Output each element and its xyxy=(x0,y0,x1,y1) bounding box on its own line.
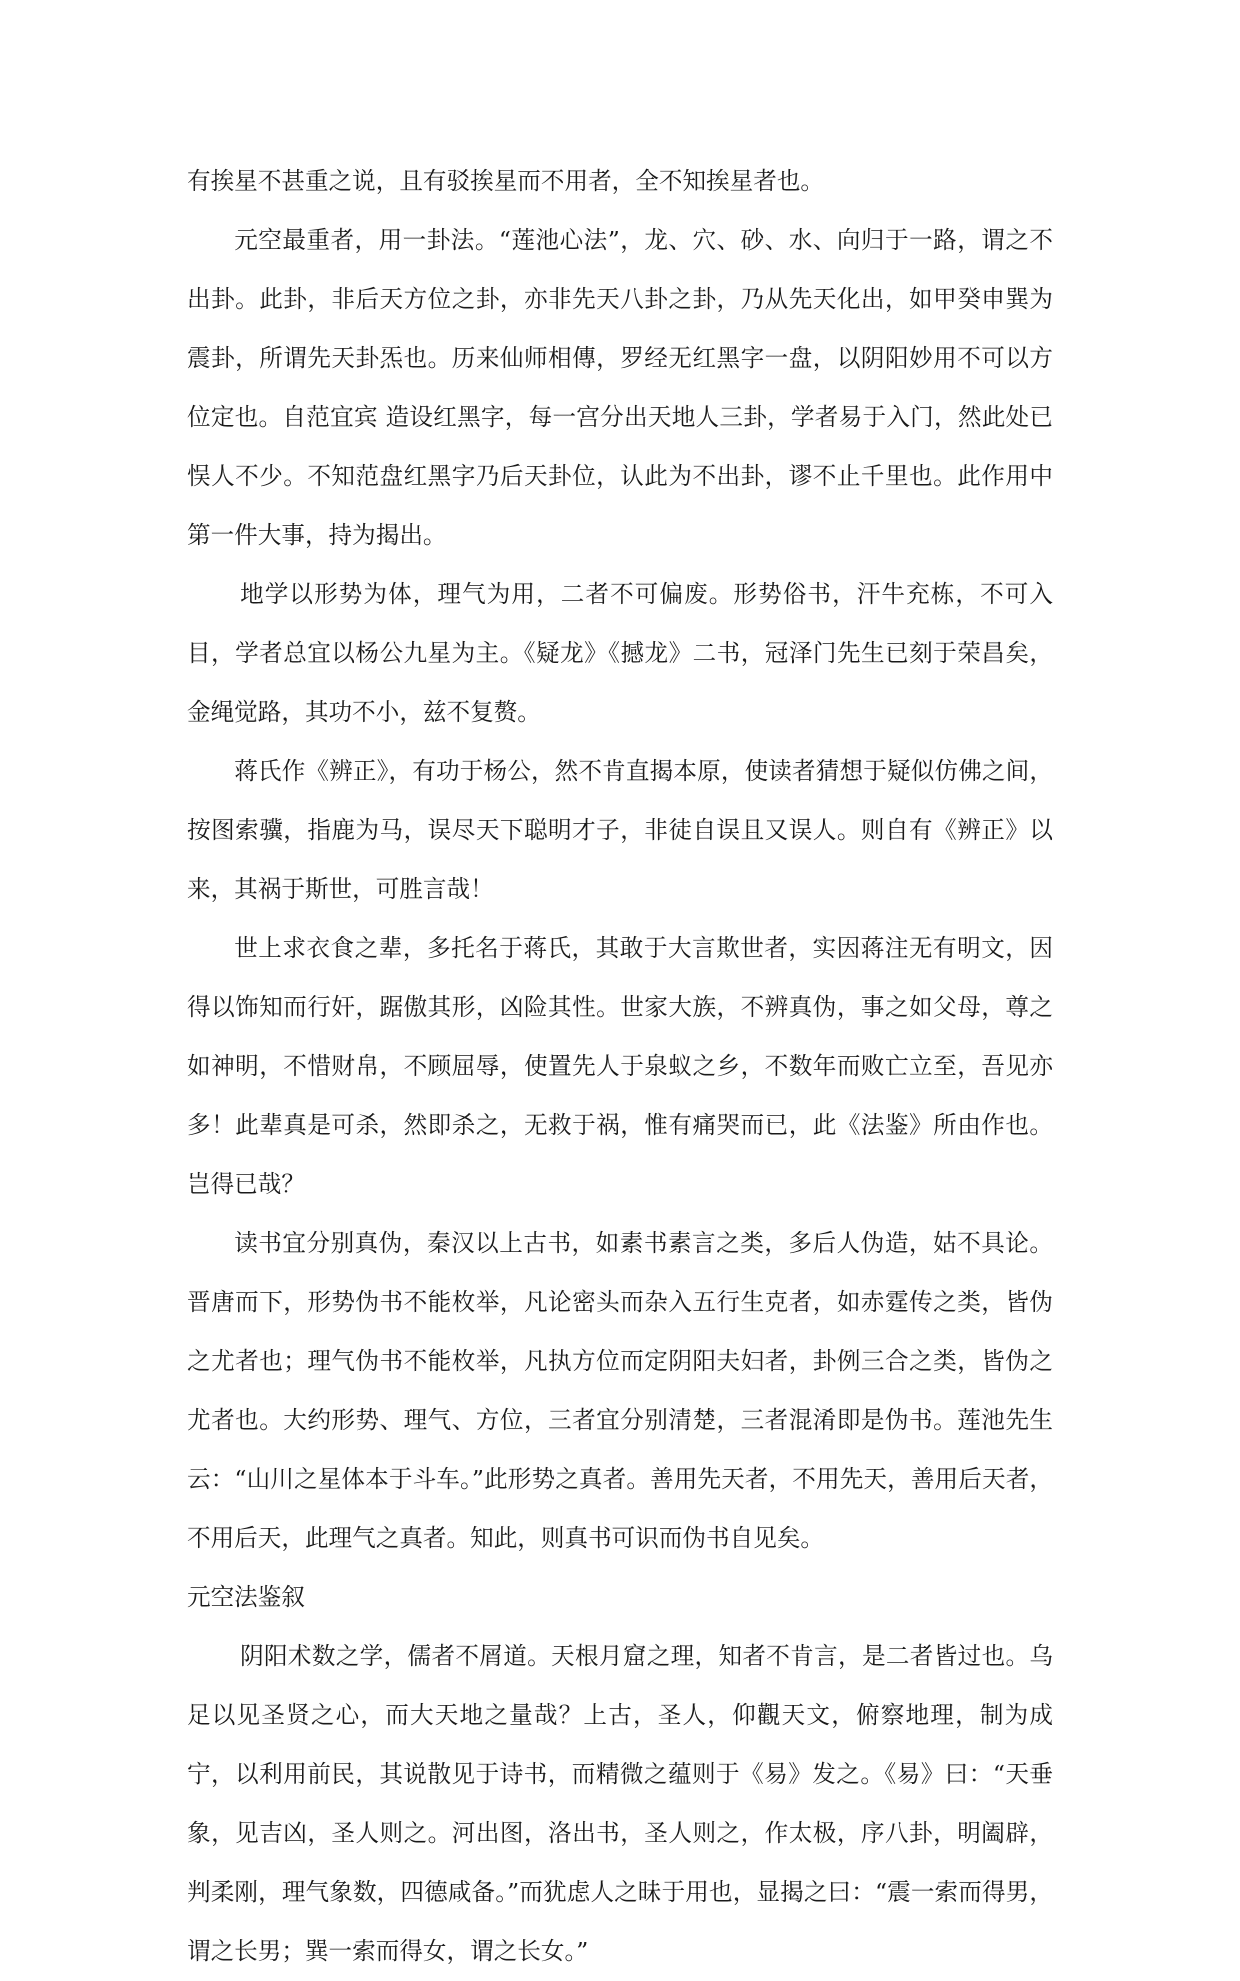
paragraph-6: 读书宜分别真伪，秦汉以上古书，如素书素言之类，多后人伪造，姑不具论。晋唐而下，形势伪书不能枚举，凡论密头而杂入五行生克者，如赤霆传之类，皆伪之尤者也；理气伪书不能枚举，凡执方位而定阴阳夫妇者，卦例三合之类，皆伪之尤者也。大约形势、理气、方位，三者宜分别清楚，三者混淆即是伪书。莲池先生云：“山川之星体本于斗车。”此形势之真者。善用先天者，不用先天，善用后天者，不用后天，此理气之真者。知此，则真书可识而伪书自见矣。 xyxy=(187,1229,1053,1552)
section-paragraph-1: 阴阳术数之学，儒者不屑道。天根月窟之理，知者不肯言，是二者皆过也。乌足以见圣贤之心，而大天地之量哉？上古，圣人，仰觀天文，俯察地理，制为成宁，以利用前民，其说散见于诗书，而精微之蕴则于《易》发之。《易》曰：“天垂象，见吉凶，圣人则之。河出图，洛出书，圣人则之，作太极，序八卦，明阖辟，判柔刚，理气象数，四德咸备。”而犹虑人之昧于用也，显揭之曰：“震一索而得男，谓之长男；巽一索而得女，谓之长女。” xyxy=(187,1642,1053,1965)
paragraph-2: 元空最重者，用一卦法。“莲池心法”，龙、穴、砂、水、向归于一路，谓之不出卦。此卦，非后天方位之卦，亦非先天八卦之卦，乃从先天化出，如甲癸申巽为震卦，所谓先天卦炁也。历来仙师相傳，罗经无红黑字一盘，以阴阳妙用不可以方位定也。自范宜宾 造设红黑字，每一宫分出天地人三卦，学者易于入门，然此处已悮人不少。不知范盘红黑字乃后天卦位，认此为不出卦，谬不止千里也。此作用中第一件大事，持为揭出。 xyxy=(187,226,1053,549)
document-body xyxy=(187,152,1053,1981)
section-heading: 元空法鉴叙 xyxy=(187,1583,305,1611)
paragraph-3: 地学以形势为体，理气为用，二者不可偏废。形势俗书，汗牛充栋，不可入目，学者总宜以杨公九星为主。《疑龙》《撼龙》二书，冠泽门先生已刻于荣昌矣，金绳觉路，其功不小，兹不复赘。 xyxy=(187,580,1053,726)
paragraph-4: 蒋氏作《辨正》，有功于杨公，然不肯直揭本原，使读者猜想于疑似仿佛之间，按图索骥，指鹿为马，误尽天下聪明才子，非徒自误且又误人。则自有《辨正》以来，其祸于斯世，可胜言哉！ xyxy=(187,757,1053,903)
paragraph-1: 有挨星不甚重之说，且有驳挨星而不用者，全不知挨星者也。 xyxy=(187,167,825,195)
paragraph-5: 世上求衣食之辈，多托名于蒋氏，其敢于大言欺世者，实因蒋注无有明文，因得以饰知而行奸，踞傲其形，凶险其性。世家大族，不辨真伪，事之如父母，尊之如神明，不惜财帛，不顾屈辱，使置先人于泉蚁之乡，不数年而败亡立至，吾见亦多！此辈真是可杀，然即杀之，无救于祸，惟有痛哭而已，此《法鉴》所由作也。岂得已哉？ xyxy=(187,934,1053,1198)
